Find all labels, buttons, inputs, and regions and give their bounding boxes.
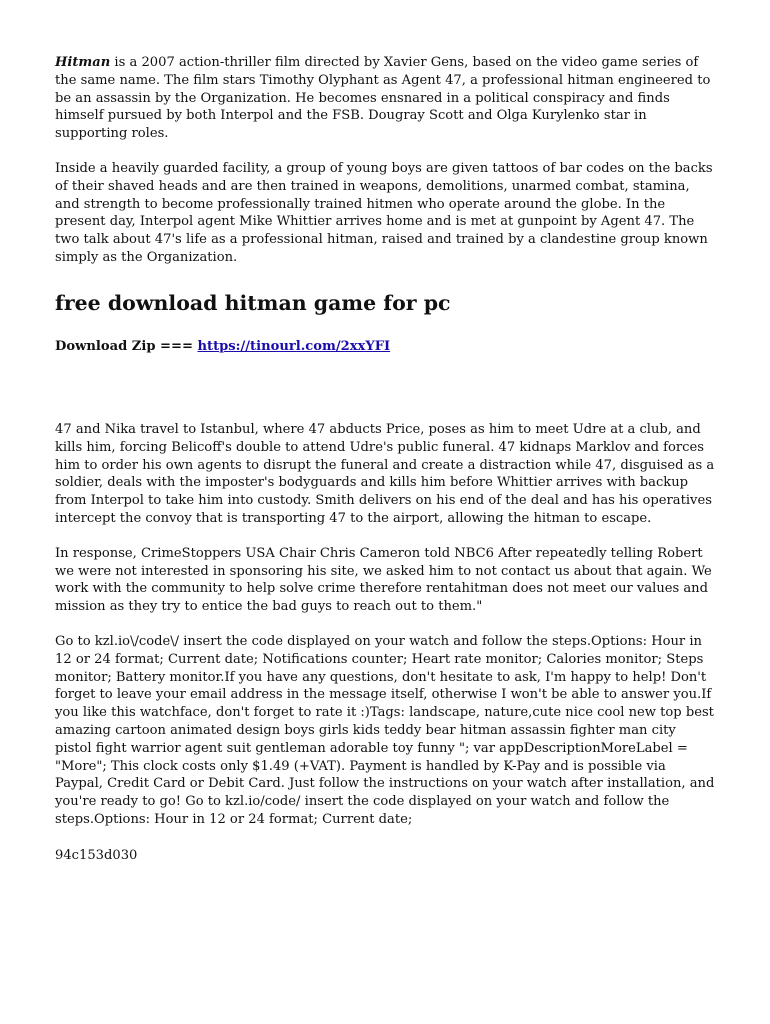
facility-paragraph: Inside a heavily guarded facility, a group of young boys are given tattoos of bar codes on the backs of their shaved heads and are then trained in weapons, demolitions, unarmed combat, stamina, and strength to become professionally trained hitmen who operate around the globe. In the present day, Interpol agent Mike Whittier arrives home and is met at gunpoint by Agent 47. The two talk about 47's life as a professional hitman, raised and trained by a clandestine group known simply as the Organization. bbox=[55, 160, 713, 265]
intro-text: is a 2007 action-thriller film directed by Xavier Gens, based on the video game series of the same name. The film stars Timothy Olyphant as Agent 47, a professional hitman engineered to be an assassin by the Organization. He becomes ensnared in a political conspiracy and finds himself pursued by both Interpol and the FSB. Dougray Scott and Olga Kurylenko star in supporting roles. bbox=[55, 55, 711, 142]
lower-content bbox=[55, 421, 715, 865]
hash-code: 94c153d030 bbox=[55, 847, 138, 863]
intro-paragraph bbox=[55, 54, 715, 143]
page-heading: free download hitman game for pc bbox=[55, 290, 451, 315]
download-line bbox=[55, 338, 390, 356]
download-label: Download Zip === bbox=[55, 339, 198, 354]
watchface-paragraph: Go to kzl.io\/code\/ insert the code displayed on your watch and follow the steps.Options: Hour in 12 or 24 format; Current date; Notifications counter; Heart rate monitor; Calories monitor; Steps monitor; Battery monitor.If you have any questions, don't hesitate to ask, I'm happy to help! Don't forget to leave your email address in the message itself, otherwise I won't be able to answer you.If you like this watchface, don't forget to rate it :)Tags: landscape, nature,cute nice cool new top best amazing cartoon animated design boys girls kids teddy bear hitman assassin fighter man city pistol fight warrior agent suit gentleman adorable toy funny "; var appDescriptionMoreLabel = "More"; This clock costs only $1.49 (+VAT). Payment is handled by K-Pay and is possible via Paypal, Credit Card or Debit Card. Just follow the instructions on your watch after installation, and you're ready to go! Go to kzl.io/code/ insert the code displayed on your watch and follow the steps.Options: Hour in 12 or 24 format; Current date; bbox=[55, 633, 715, 827]
download-link[interactable]: https://tinourl.com/2xxYFI bbox=[197, 339, 391, 354]
crimestoppers-paragraph: In response, CrimeStoppers USA Chair Chris Cameron told NBC6 After repeatedly telling Robert we were not interested in sponsoring his site, we asked him to not contact us about that again. We work with the community to help solve crime therefore rentahitman does not meet our values and mission as they try to entice the bad guys to reach out to them." bbox=[55, 545, 712, 615]
document-page bbox=[55, 54, 715, 863]
intro-title-word: Hitman bbox=[55, 55, 111, 70]
istanbul-paragraph: 47 and Nika travel to Istanbul, where 47 abducts Price, poses as him to meet Udre at a club, and kills him, forcing Belicoff's double to attend Udre's public funeral. 47 kidnaps Marklov and forces him to order his own agents to disrupt the funeral and create a distraction while 47, disguised as a soldier, deals with the imposter's bodyguards and kills him before Whittier arrives with backup from Interpol to take him into custody. Smith delivers on his end of the deal and has his operatives intercept the convoy that is transporting 47 to the airport, allowing the hitman to escape. bbox=[55, 422, 715, 526]
